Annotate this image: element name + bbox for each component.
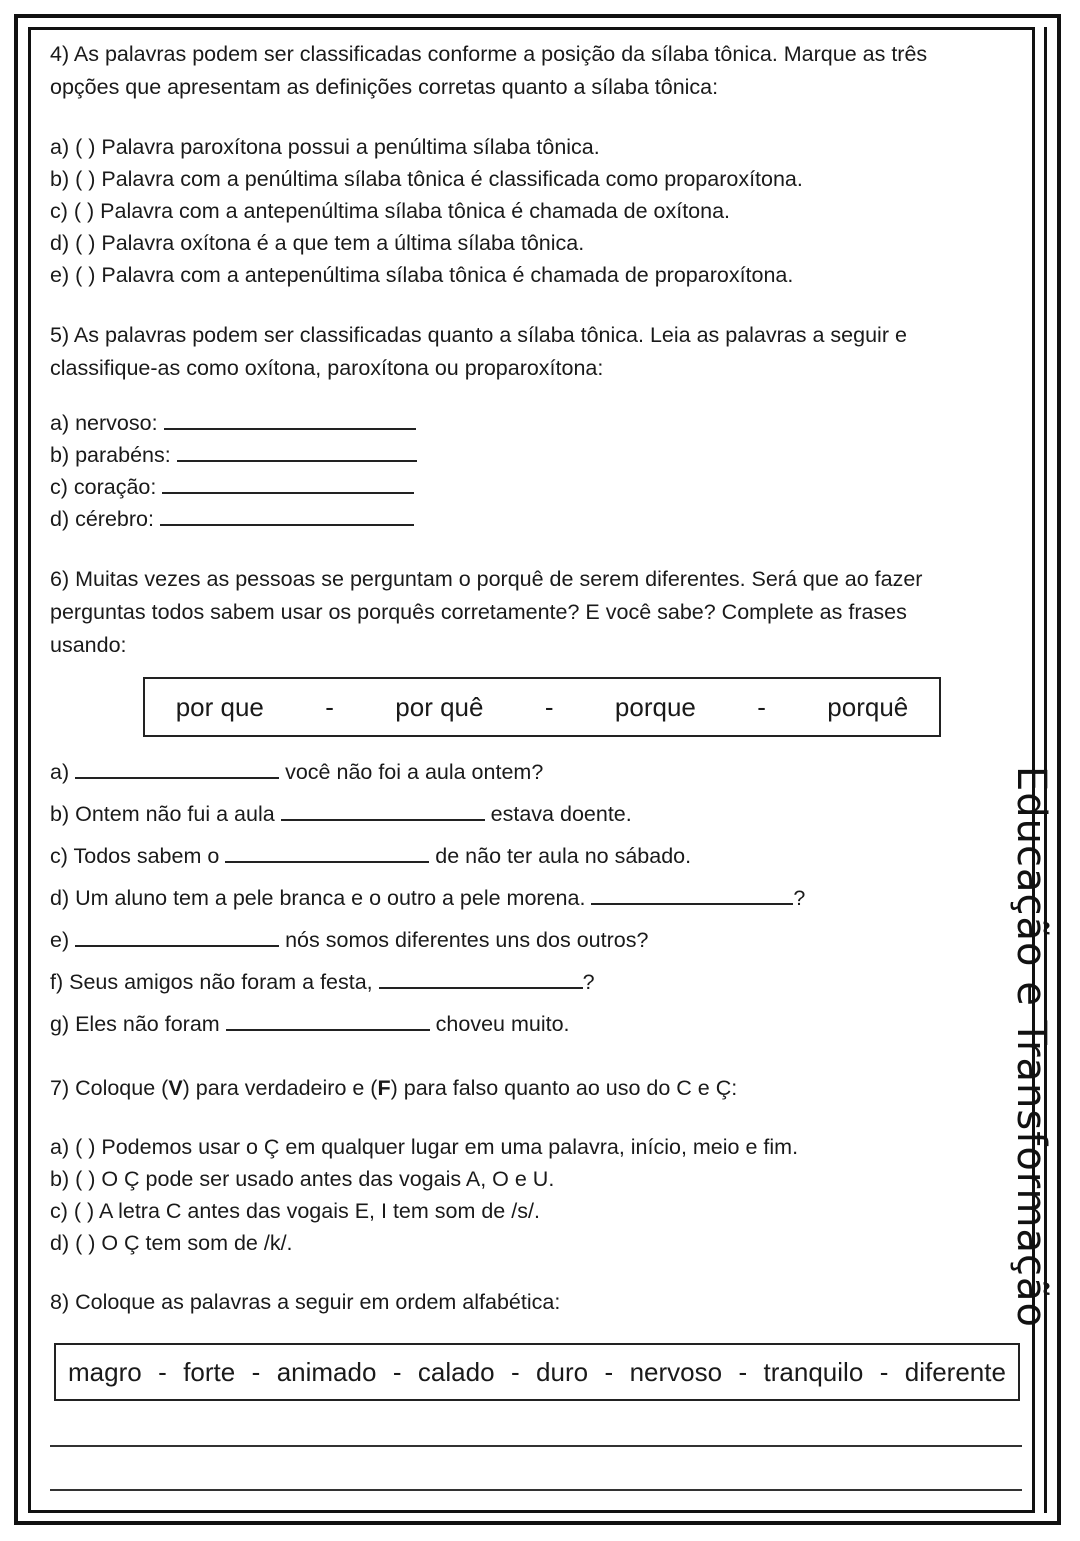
separator: -: [251, 1356, 261, 1387]
separator: -: [158, 1356, 167, 1387]
q6-prompt-line1: 6) Muitas vezes as pessoas se perguntam o porquê de serem diferentes. Será que ao fazer: [50, 567, 923, 591]
separator: -: [544, 691, 554, 722]
q6-item-c: c) Todos sabem o de não ter aula no sábado.: [50, 835, 805, 877]
separator: -: [325, 691, 334, 722]
q5-item-c: c) coração:: [50, 471, 417, 503]
q6-item-d: d) Um aluno tem a pele branca e o outro a pele morena. ?: [50, 877, 805, 919]
separator: -: [604, 1356, 614, 1387]
question-8: [50, 1286, 560, 1319]
question-5: [50, 319, 1020, 385]
q5-item-b: b) parabéns:: [50, 439, 417, 471]
q7-options: [50, 1131, 798, 1259]
q7-option-d[interactable]: d) ( ) O Ç tem som de /k/.: [50, 1231, 293, 1255]
q5-prompt-line1: 5) As palavras podem ser classificadas quanto a sílaba tônica. Leia as palavras a seguir e: [50, 323, 907, 347]
word: calado: [417, 1356, 495, 1387]
answer-line-2[interactable]: [50, 1489, 1022, 1491]
q4-option-a[interactable]: a) ( ) Palavra paroxítona possui a penúltima sílaba tônica.: [50, 135, 600, 159]
q6-items: [50, 751, 805, 1045]
question-6: [50, 563, 1020, 662]
word: animado: [276, 1356, 377, 1387]
answer-blank[interactable]: [226, 1009, 430, 1031]
word: nervoso: [629, 1356, 723, 1387]
q4-prompt-line1: 4) As palavras podem ser classificadas conforme a posição da sílaba tônica. Marque as três: [50, 42, 928, 66]
separator: -: [510, 1356, 520, 1387]
question-7: [50, 1072, 737, 1105]
q4-option-e[interactable]: e) ( ) Palavra com a antepenúltima sílaba tônica é chamada de proparoxítona.: [50, 263, 794, 287]
answer-blank[interactable]: [591, 883, 793, 905]
q7-option-c[interactable]: c) ( ) A letra C antes das vogais E, I tem som de /s/.: [50, 1199, 540, 1223]
answer-blank[interactable]: [379, 967, 583, 989]
q8-prompt: 8) Coloque as palavras a seguir em ordem alfabética:: [50, 1290, 561, 1314]
word: forte: [183, 1356, 236, 1387]
answer-blank[interactable]: [162, 472, 414, 494]
q6-item-f: f) Seus amigos não foram a festa, ?: [50, 961, 805, 1003]
q8-word-box: [54, 1343, 1020, 1401]
answer-blank[interactable]: [225, 841, 429, 863]
q6-prompt-line3: usando:: [50, 633, 127, 657]
q7-prompt: 7) Coloque (V) para verdadeiro e (F) para falso quanto ao uso do C e Ç:: [50, 1076, 738, 1100]
answer-blank[interactable]: [75, 757, 279, 779]
answer-line-1[interactable]: [50, 1445, 1022, 1447]
q7-option-b[interactable]: b) ( ) O Ç pode ser usado antes das vogais A, O e U.: [50, 1167, 555, 1191]
answer-blank[interactable]: [75, 925, 279, 947]
word-porque-accent: porquê: [827, 691, 909, 722]
q6-item-a: a) você não foi a aula ontem?: [50, 751, 805, 793]
q4-option-d[interactable]: d) ( ) Palavra oxítona é a que tem a última sílaba tônica.: [50, 231, 585, 255]
separator: -: [757, 691, 766, 722]
word-porque: porque: [614, 691, 696, 722]
q4-prompt-line2: opções que apresentam as definições corretas quanto a sílaba tônica:: [50, 75, 719, 99]
word: diferente: [904, 1356, 1006, 1387]
q5-items: [50, 407, 417, 535]
word: tranquilo: [763, 1356, 864, 1387]
q5-item-a: a) nervoso:: [50, 407, 417, 439]
q5-prompt-line2: classifique-as como oxítona, paroxítona ou proparoxítona:: [50, 356, 604, 380]
q4-option-c[interactable]: c) ( ) Palavra com a antepenúltima sílaba tônica é chamada de oxítona.: [50, 199, 731, 223]
answer-blank[interactable]: [164, 408, 416, 430]
q4-options: [50, 131, 803, 291]
q4-option-b[interactable]: b) ( ) Palavra com a penúltima sílaba tônica é classificada como proparoxítona.: [50, 167, 803, 191]
separator: -: [392, 1356, 402, 1387]
word: magro: [68, 1356, 142, 1387]
separator: -: [879, 1356, 889, 1387]
answer-blank[interactable]: [160, 504, 414, 526]
answer-blank[interactable]: [281, 799, 485, 821]
q6-prompt-line2: perguntas todos sabem usar os porquês corretamente? E você sabe? Complete as frases: [50, 600, 907, 624]
q5-item-d: d) cérebro:: [50, 503, 417, 535]
answer-blank[interactable]: [177, 440, 417, 462]
q6-item-g: g) Eles não foram choveu muito.: [50, 1003, 805, 1045]
q6-word-box: [143, 677, 941, 737]
q6-item-b: b) Ontem não fui a aula estava doente.: [50, 793, 805, 835]
separator: -: [738, 1356, 748, 1387]
side-label: Educação e Transformação: [1008, 766, 1054, 1328]
question-4: [50, 38, 1020, 104]
word: duro: [536, 1356, 589, 1387]
q7-option-a[interactable]: a) ( ) Podemos usar o Ç em qualquer lugar em uma palavra, início, meio e fim.: [50, 1135, 799, 1159]
word-por-que: por que: [175, 691, 264, 722]
word-por-que-accent: por quê: [395, 691, 484, 722]
q6-item-e: e) nós somos diferentes uns dos outros?: [50, 919, 805, 961]
